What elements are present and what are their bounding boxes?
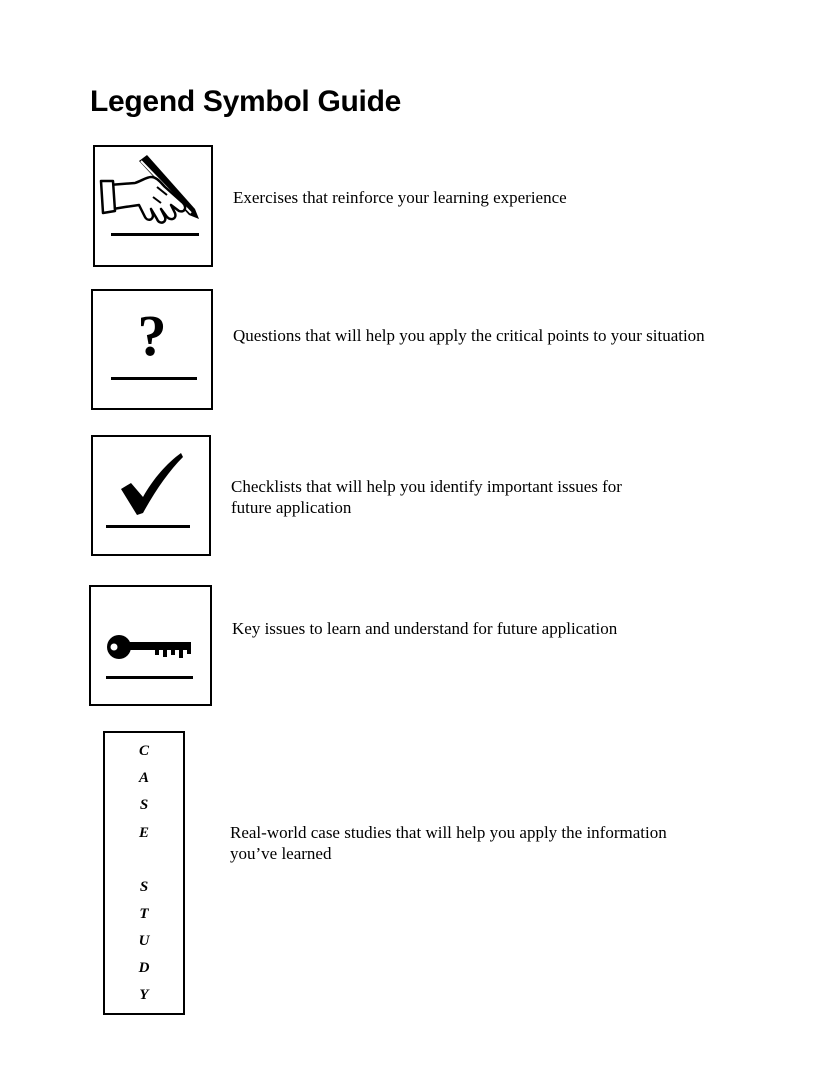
checklist-symbol-box [91, 435, 211, 556]
exercise-underline [111, 233, 199, 236]
checklist-underline [106, 525, 190, 528]
key-symbol-box [89, 585, 212, 706]
case-letter-a: A [138, 770, 149, 786]
case-letter-s: S [139, 797, 149, 813]
question-underline [111, 377, 197, 380]
key-icon [91, 587, 210, 704]
case-study-icon [103, 731, 185, 1015]
key-underline [106, 676, 193, 679]
page-title: Legend Symbol Guide [90, 85, 401, 118]
writing-hand-icon [95, 147, 211, 265]
case-letter-t: T [139, 906, 149, 922]
exercise-description: Exercises that reinforce your learning experience [233, 188, 567, 207]
checkmark-icon [93, 437, 209, 554]
key-description: Key issues to learn and understand for future application [232, 619, 618, 638]
case-study-description: Real-world case studies that will help you apply the information you’ve learned [230, 823, 667, 863]
case-letter-s2: S [139, 879, 149, 895]
checklist-description: Checklists that will help you identify important issues for future application [231, 477, 622, 517]
question-description: Questions that will help you apply the critical points to your situation [233, 326, 705, 345]
case-letter-e: E [138, 825, 149, 841]
question-mark-icon: ? [137, 303, 167, 368]
case-letter-d: D [138, 960, 150, 976]
exercise-symbol-box [93, 145, 213, 267]
case-letter-c: C [138, 743, 149, 759]
question-symbol-box [91, 289, 213, 410]
case-letter-y: Y [139, 987, 149, 1003]
case-letter-u: U [138, 933, 150, 949]
